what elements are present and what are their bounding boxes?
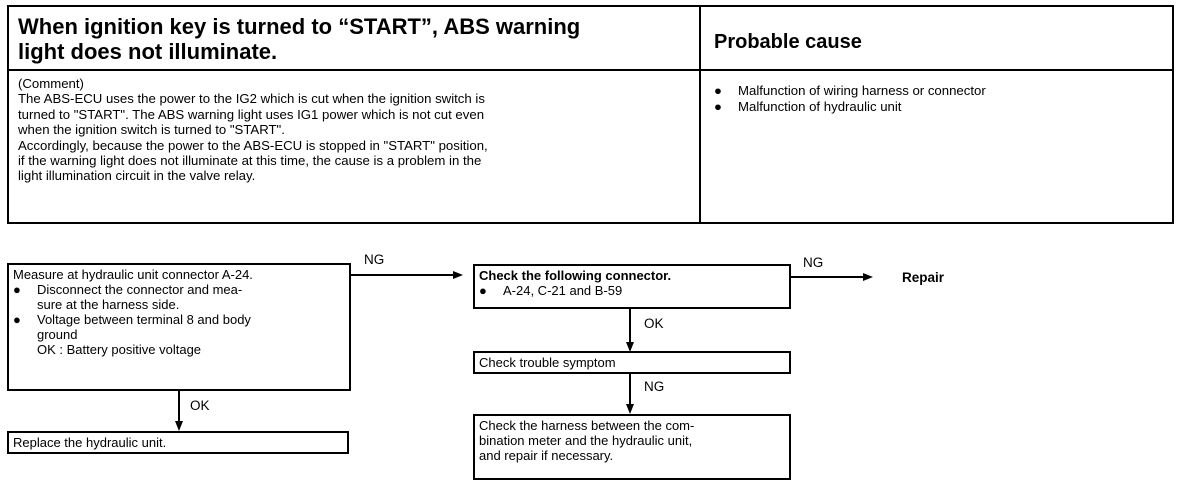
- ok-label: OK: [644, 316, 664, 331]
- check-harness-line: and repair if necessary.: [479, 448, 614, 463]
- probable-cause-list: [714, 83, 986, 115]
- check-harness-box: [473, 414, 791, 480]
- check-symptom-box: [473, 351, 791, 374]
- measure-bullet-cont: sure at the harness side.: [37, 297, 180, 312]
- replace-box: [7, 431, 349, 454]
- symptom-title-line1: When ignition key is turned to “START”, ABS warning: [18, 14, 581, 39]
- arrow-right-icon: [453, 271, 463, 279]
- ng-label: NG: [803, 255, 824, 270]
- bullet-icon: ●: [13, 282, 21, 297]
- table-row-divider: [7, 69, 1174, 71]
- flow-connector: [178, 391, 180, 423]
- symptom-title: [18, 14, 690, 64]
- measure-bullet: ● Disconnect the connector and mea-: [13, 282, 243, 297]
- flow-connector: [629, 309, 631, 344]
- comment-label: (Comment): [18, 76, 84, 91]
- check-connector-title: Check the following connector.: [479, 268, 672, 283]
- bullet-icon: ●: [13, 312, 21, 327]
- arrow-down-icon: [626, 404, 634, 414]
- cause-text: Malfunction of hydraulic unit: [738, 99, 902, 114]
- ng-label: NG: [364, 252, 385, 267]
- check-harness-line: Check the harness between the com-: [479, 418, 695, 433]
- check-connector-box: [473, 264, 791, 309]
- check-symptom-text: Check trouble symptom: [479, 355, 616, 370]
- comment-line: Accordingly, because the power to the ABS-ECU is stopped in "START" position,: [18, 137, 488, 153]
- measure-box: [7, 263, 351, 391]
- measure-bullet: ● Voltage between terminal 8 and body: [13, 312, 251, 327]
- comment-block: [18, 76, 692, 184]
- ng-label: NG: [644, 379, 665, 394]
- bullet-icon: ●: [479, 283, 487, 298]
- cause-item: [714, 99, 986, 115]
- check-harness-line: bination meter and the hydraulic unit,: [479, 433, 693, 448]
- flow-connector: [791, 276, 865, 278]
- measure-line: Measure at hydraulic unit connector A-24.: [13, 267, 253, 282]
- arrow-right-icon: [863, 273, 873, 281]
- ok-label: OK: [190, 398, 210, 413]
- flow-connector: [629, 374, 631, 406]
- comment-line: light illumination circuit in the valve relay.: [18, 168, 256, 184]
- comment-line: The ABS-ECU uses the power to the IG2 which is cut when the ignition switch is: [18, 91, 485, 107]
- check-connector-item: ● A-24, C-21 and B-59: [479, 283, 623, 298]
- bullet-icon: ●: [714, 83, 722, 98]
- measure-bullet-cont: ground: [37, 327, 78, 342]
- repair-text: Repair: [902, 270, 945, 285]
- arrow-down-icon: [175, 421, 183, 431]
- cause-text: Malfunction of wiring harness or connector: [738, 83, 986, 98]
- table-column-divider: [699, 5, 701, 224]
- measure-ok-criteria: OK : Battery positive voltage: [37, 342, 202, 357]
- symptom-title-line2: light does not illuminate.: [18, 39, 278, 64]
- probable-cause-heading: Probable cause: [714, 31, 862, 53]
- bullet-icon: ●: [714, 99, 722, 114]
- cause-item: [714, 83, 986, 99]
- comment-line: when the ignition switch is turned to "START".: [18, 122, 285, 138]
- replace-text: Replace the hydraulic unit.: [13, 435, 167, 450]
- flow-connector: [351, 274, 455, 276]
- comment-line: turned to "START". The ABS warning light uses IG1 power which is not cut even: [18, 106, 485, 122]
- comment-line: if the warning light does not illuminate at this time, the cause is a problem in the: [18, 153, 482, 169]
